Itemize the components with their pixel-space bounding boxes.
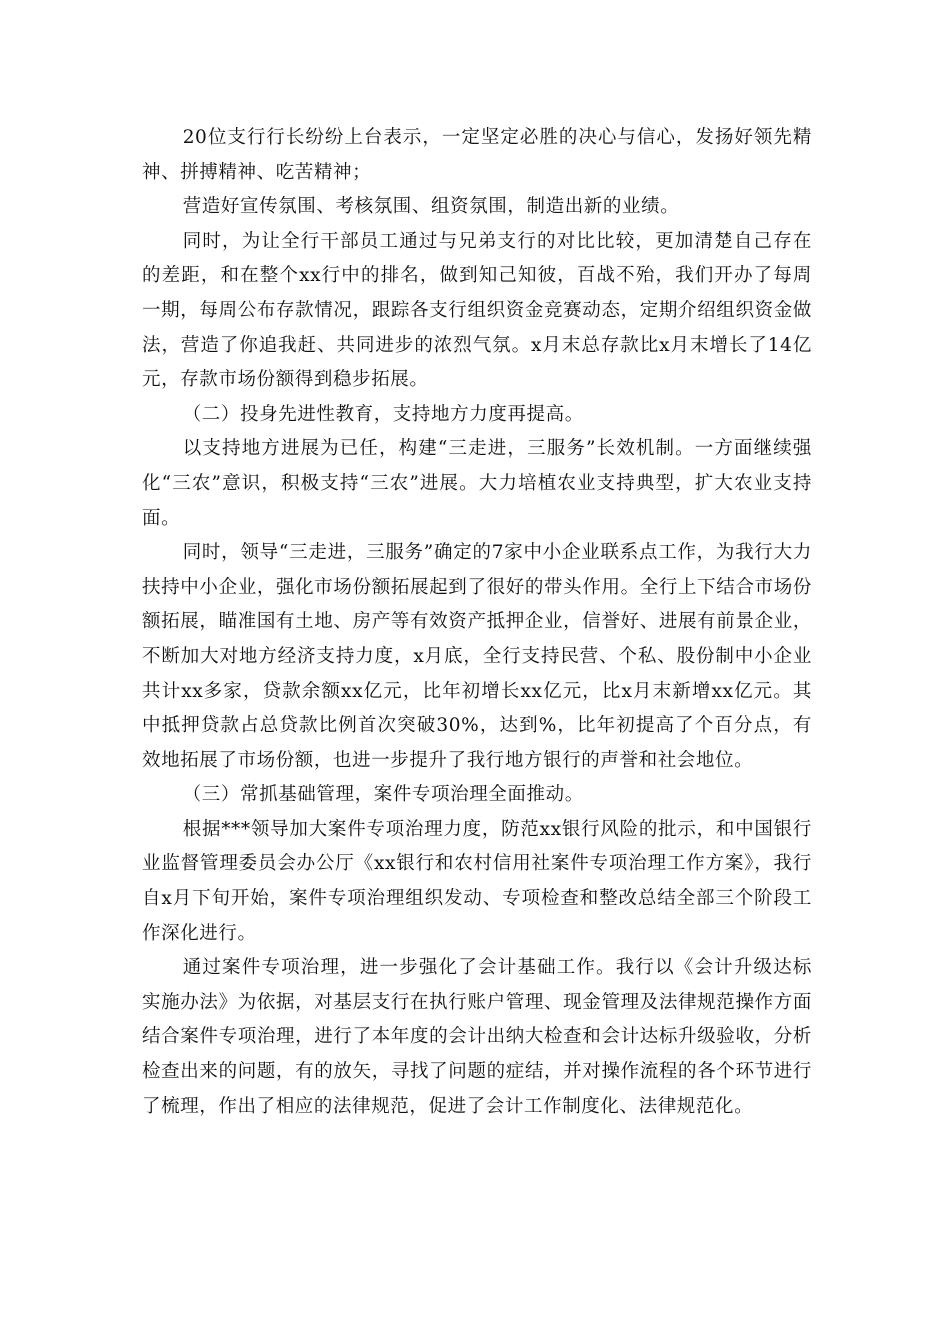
paragraph: 同时，领导“三走进，三服务”确定的7家中小企业联系点工作，为我行大力扶持中小企业，强化市场份额拓展起到了很好的带头作用。全行上下结合市场份额拓展，瞄准国有土地、房产等有效资产抵押企业，信誉好、进展有前景企业，不断加大对地方经济支持力度，x月底，全行支持民营、个私、股份制中小企业共计xx多家，贷款余额xx亿元，比年初增长xx亿元，比x月末新增xx亿元。其中抵押贷款占总贷款比例首次突破30%，达到%，比年初提高了个百分点，有效地拓展了市场份额，也进一步提升了我行地方银行的声誉和社会地位。: [142, 542, 812, 771]
paragraph: 同时，为让全行干部员工通过与兄弟支行的对比比较，更加清楚自己存在的差距，和在整个xx行中的排名，做到知己知彼，百战不殆，我们开办了每周一期，每周公布存款情况，跟踪各支行组织资金竞赛动态，定期介绍组织资金做法，营造了你追我赶、共同进步的浓烈气氛。x月末总存款比x月末增长了14亿元，存款市场份额得到稳步拓展。: [142, 230, 812, 391]
section-heading: （二）投身先进性教育，支持地方力度再提高。: [182, 403, 584, 425]
paragraph: 20位支行行长纷纷上台表示，一定坚定必胜的决心与信心，发扬好领先精神、拼搏精神、吃苦精神；: [142, 127, 812, 183]
paragraph: 根据***领导加大案件专项治理力度，防范xx银行风险的批示，和中国银行业监督管理委员会办公厅《xx银行和农村信用社案件专项治理工作方案》，我行自x月下旬开始，案件专项治理组织发动、专项检查和整改总结全部三个阶段工作深化进行。: [142, 818, 812, 944]
section-heading: （三）常抓基础管理，案件专项治理全面推动。: [182, 784, 584, 806]
paragraph: 以支持地方进展为已任，构建“三走进，三服务”长效机制。一方面继续强化“三农”意识，积极支持“三农”进展。大力培植农业支持典型，扩大农业支持面。: [142, 438, 812, 529]
paragraph: 营造好宣传氛围、考核氛围、组资氛围，制造出新的业绩。: [182, 196, 680, 218]
paragraph: 通过案件专项治理，进一步强化了会计基础工作。我行以《会计升级达标实施办法》为依据，对基层支行在执行账户管理、现金管理及法律规范操作方面结合案件专项治理，进行了本年度的会计出纳大检查和会计达标升级验收，分析检查出来的问题，有的放矢，寻找了问题的症结，并对操作流程的各个环节进行了梳理，作出了相应的法律规范，促进了会计工作制度化、法律规范化。: [142, 957, 812, 1117]
document-body: [142, 121, 812, 1124]
